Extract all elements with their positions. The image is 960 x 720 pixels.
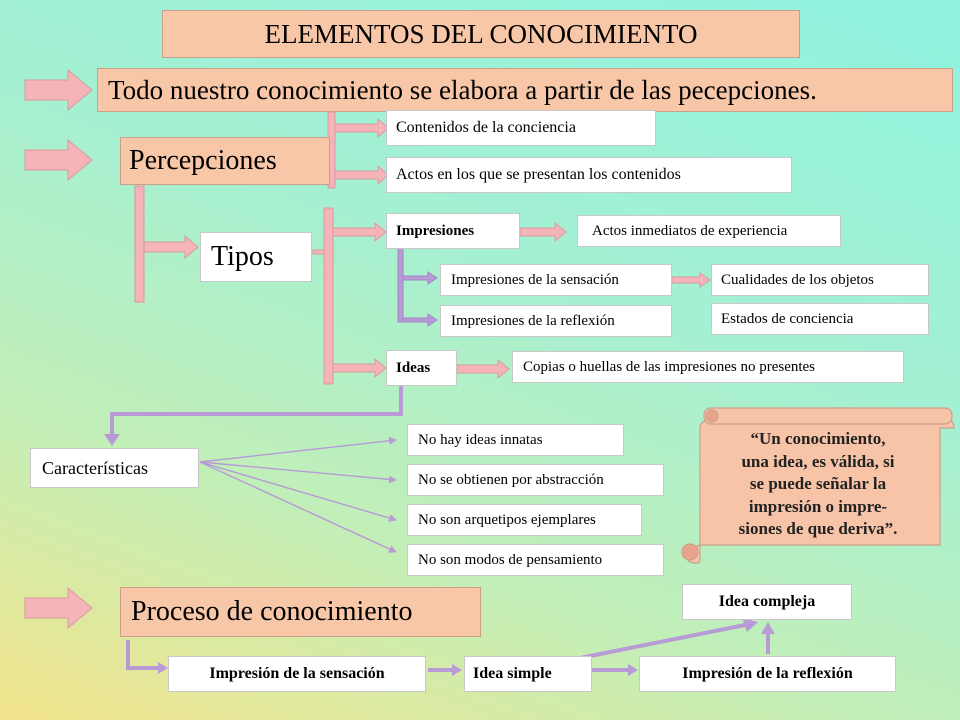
impresiones-desc: Actos inmediatos de experiencia <box>577 215 841 247</box>
branch-proceso <box>128 640 162 668</box>
fan-caracteristicas <box>200 440 396 552</box>
caracteristicas-box: Características <box>30 448 199 488</box>
ideas-box: Ideas <box>386 350 457 386</box>
proceso-step-reflexion: Impresión de la reflexión <box>639 656 896 692</box>
impresion-sensacion-desc: Cualidades de los objetos <box>711 264 929 296</box>
arrow-simple-compleja <box>580 624 750 658</box>
impresion-reflexion-desc: Estados de conciencia <box>711 303 929 335</box>
proceso-box: Proceso de conocimiento <box>120 587 481 637</box>
caracteristica-item-2: No se obtienen por abstracción <box>407 464 664 496</box>
percepciones-box: Percepciones <box>120 137 330 185</box>
percepcion-item-actos: Actos en los que se presentan los contenidos <box>386 157 792 193</box>
proceso-step-sensacion: Impresión de la sensación <box>168 656 426 692</box>
percepcion-item-contenidos: Contenidos de la conciencia <box>386 110 656 146</box>
proceso-idea-compleja: Idea compleja <box>682 584 852 620</box>
arrow-impresiones-desc <box>520 223 566 241</box>
caracteristica-item-1: No hay ideas innatas <box>407 424 624 456</box>
quote-line-4: impresión o impre- <box>748 496 888 516</box>
caracteristica-item-4: No son modos de pensamiento <box>407 544 664 576</box>
arrow-intro <box>25 70 92 110</box>
page-title: ELEMENTOS DEL CONOCIMIENTO <box>162 10 800 58</box>
impresiones-box: Impresiones <box>386 213 520 249</box>
branch-percepciones-tipos <box>135 186 198 302</box>
arrows-sub-desc <box>672 273 710 287</box>
quote-line-3: se puede señalar la <box>749 474 887 493</box>
quote-line-1: “Un conocimiento, <box>750 429 886 448</box>
bracket-tipos <box>313 208 386 384</box>
ideas-desc: Copias o huellas de las impresiones no presentes <box>512 351 904 383</box>
quote-line-5: siones de que deriva”. <box>738 519 898 538</box>
branch-ideas-caracteristicas <box>112 386 401 440</box>
arrow-ideas-desc <box>457 360 509 378</box>
impresion-sensacion-box: Impresiones de la sensación <box>440 264 672 296</box>
quote-line-2: una idea, es válida, si <box>741 451 895 471</box>
bracket-percepciones <box>328 112 388 188</box>
impresion-reflexion-box: Impresiones de la reflexión <box>440 305 672 337</box>
bracket-impresiones-sub <box>398 247 437 326</box>
arrow-proceso <box>25 588 92 628</box>
intro-text: Todo nuestro conocimiento se elabora a partir de las pecepciones. <box>97 68 953 112</box>
tipos-box: Tipos <box>200 232 312 282</box>
caracteristica-item-3: No son arquetipos ejemplares <box>407 504 642 536</box>
proceso-step-idea-simple: Idea simple <box>464 656 592 692</box>
arrowhead-caracteristicas <box>104 434 120 446</box>
arrow-percepciones <box>25 140 92 180</box>
quote-text <box>708 428 928 541</box>
